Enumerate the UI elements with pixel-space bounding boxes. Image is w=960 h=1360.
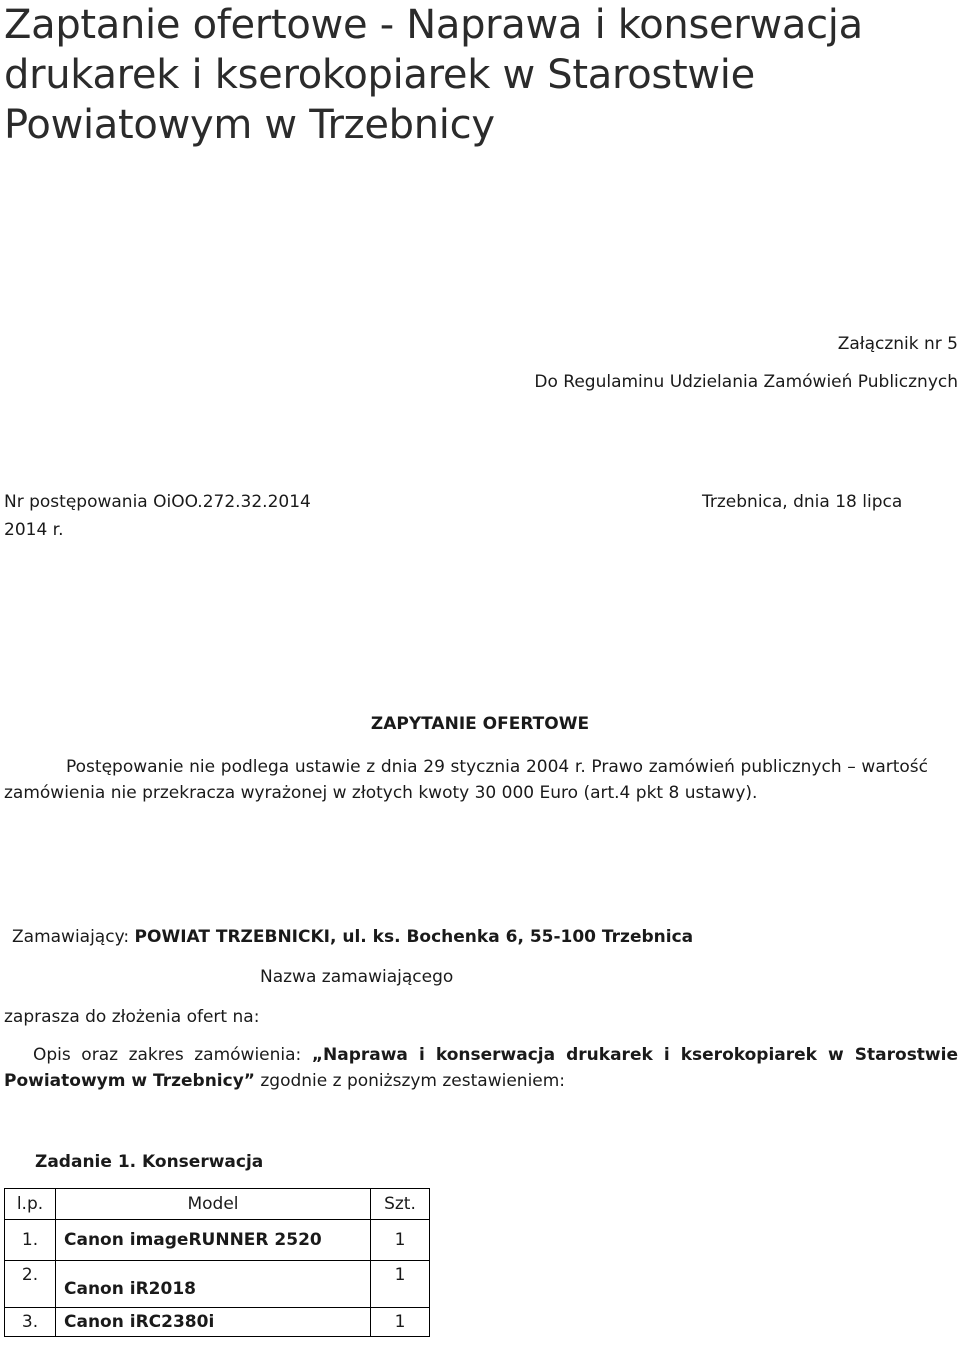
header-model: Model	[56, 1189, 371, 1220]
row-qty: 1	[371, 1308, 430, 1337]
description-subject: „Naprawa i konserwacja drukarek i kserokopiarek w Starostwie Powiatowym w Trzebnicy”	[4, 1045, 958, 1091]
row-model: Canon iR2018	[56, 1261, 371, 1308]
place-date: Trzebnica, dnia 18 lipca	[702, 492, 903, 512]
buyer-name: POWIAT TRZEBNICKI, ul. ks. Bochenka 6, 55-100 Trzebnica	[134, 927, 694, 947]
table-row	[5, 1261, 430, 1308]
procedure-number: Nr postępowania OiOO.272.32.2014	[4, 492, 311, 512]
attachment-regulation: Do Regulaminu Udzielania Zamówień Publicznych	[534, 372, 958, 392]
table-header-row	[5, 1189, 430, 1220]
header-qty: Szt.	[371, 1189, 430, 1220]
task-title: Zadanie 1. Konserwacja	[35, 1152, 264, 1172]
table-row	[5, 1308, 430, 1337]
buyer-line	[12, 926, 693, 948]
attachment-number: Załącznik nr 5	[837, 334, 958, 354]
header-lp: l.p.	[5, 1189, 56, 1220]
description-label: Opis oraz zakres zamówienia:	[33, 1045, 302, 1065]
row-qty: 1	[371, 1261, 430, 1308]
row-lp: 3.	[5, 1308, 56, 1337]
table-row	[5, 1220, 430, 1261]
row-lp: 1.	[5, 1220, 56, 1261]
description-suffix: zgodnie z poniższym zestawieniem:	[260, 1071, 566, 1091]
document-heading: ZAPYTANIE OFERTOWE	[370, 714, 590, 734]
row-model: Canon iRC2380i	[56, 1308, 371, 1337]
invite-text: zaprasza do złożenia ofert na:	[4, 1007, 260, 1027]
order-description	[4, 1042, 958, 1094]
row-model: Canon imageRUNNER 2520	[56, 1220, 371, 1261]
row-lp: 2.	[5, 1261, 56, 1308]
legal-note: Postępowanie nie podlega ustawie z dnia 29 stycznia 2004 r. Prawo zamówień publicznych – wartość zamówienia nie przekracza wyrażonej w złotych kwoty 30 000 Euro (art.4 pkt 8 ustawy).	[4, 757, 928, 803]
date-year: 2014 r.	[4, 520, 64, 540]
buyer-caption: Nazwa zamawiającego	[260, 967, 454, 987]
items-table	[4, 1188, 430, 1337]
page-title: Zaptanie ofertowe - Naprawa i konserwacja drukarek i kserokopiarek w Starostwie Powiatowym w Trzebnicy	[4, 2, 863, 148]
buyer-label: Zamawiający:	[12, 927, 130, 947]
row-qty: 1	[371, 1220, 430, 1261]
